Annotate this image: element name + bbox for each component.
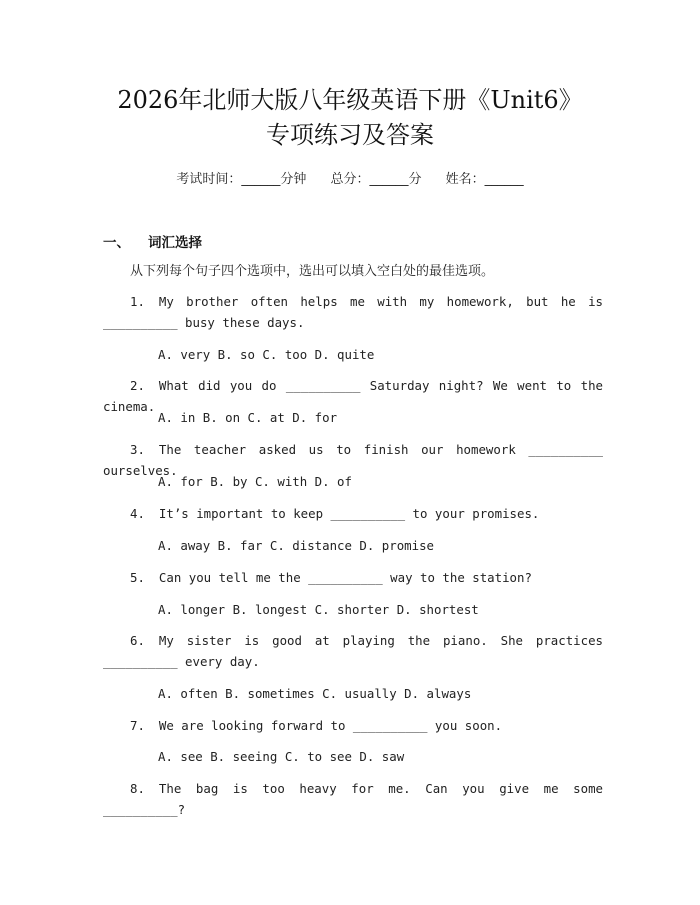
question-7	[103, 715, 603, 736]
question-number: 6.	[130, 633, 145, 648]
question-6-options: A. often B. sometimes C. usually D. always	[158, 686, 472, 701]
question-5	[103, 567, 603, 588]
exam-time: 考试时间：______分钟	[176, 172, 307, 187]
question-number: 3.	[130, 442, 145, 457]
question-text: It’s important to keep __________ to your promises.	[158, 506, 540, 521]
question-number: 5.	[130, 570, 145, 585]
question-7-options: A. see B. seeing C. to see D. saw	[158, 749, 405, 764]
section-title: 词汇选择	[148, 235, 202, 251]
question-text: We are looking forward to __________ you soon.	[158, 718, 503, 733]
question-number: 1.	[130, 294, 145, 309]
question-1	[103, 291, 603, 333]
question-3-options: A. for B. by C. with D. of	[158, 474, 352, 489]
document-title-line1: 2026年北师大版八年级英语下册《Unit6》	[117, 86, 583, 114]
question-text: The teacher asked us to finish our homework __________ ourselves.	[103, 442, 603, 478]
question-text: My sister is good at playing the piano. She practices __________ every day.	[103, 633, 603, 669]
section-heading	[103, 231, 202, 251]
question-number: 4.	[130, 506, 145, 521]
question-text: My brother often helps me with my homework, but he is __________ busy these days.	[103, 294, 603, 330]
question-2-options: A. in B. on C. at D. for	[158, 410, 338, 425]
question-4	[103, 503, 603, 524]
question-number: 7.	[130, 718, 145, 733]
section-number: 一、	[103, 235, 130, 251]
question-text: What did you do __________ Saturday night? We went to the cinema.	[103, 378, 603, 414]
question-8	[103, 778, 603, 820]
section-instruction: 从下列每个句子四个选项中，选出可以填入空白处的最佳选项。	[130, 264, 495, 279]
question-text: The bag is too heavy for me. Can you give me some __________?	[103, 781, 603, 817]
question-6	[103, 630, 603, 672]
exam-total-score: 总分：______分	[330, 172, 422, 187]
question-5-options: A. longer B. longest C. shorter D. shortest	[158, 602, 479, 617]
question-number: 8.	[130, 781, 145, 796]
exam-meta	[0, 168, 700, 187]
question-number: 2.	[130, 378, 145, 393]
question-4-options: A. away B. far C. distance D. promise	[158, 538, 435, 553]
exam-name: 姓名：______	[445, 172, 524, 187]
question-text: Can you tell me the __________ way to the station?	[158, 570, 532, 585]
document-title-line2: 专项练习及答案	[266, 121, 434, 149]
question-1-options: A. very B. so C. too D. quite	[158, 347, 375, 362]
